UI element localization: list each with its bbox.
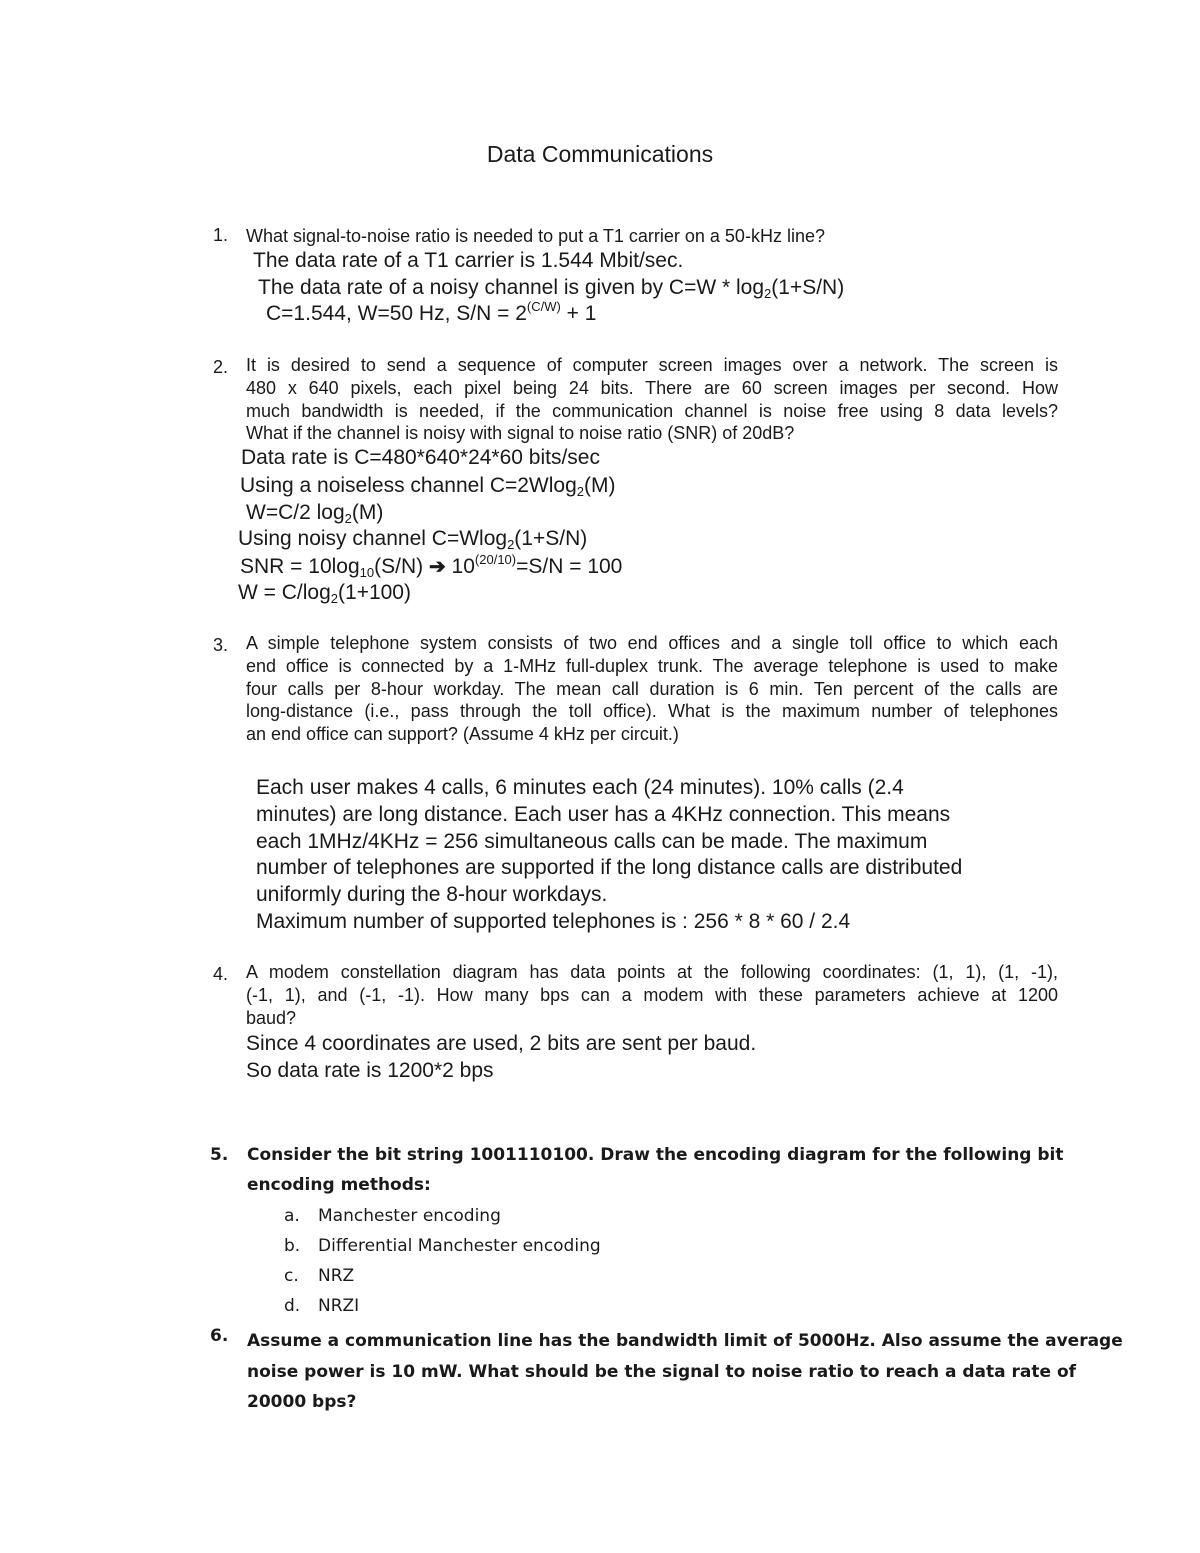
answer-line: $W = C/\log_2(1+100)$: [238, 581, 411, 606]
question-number: 5.: [210, 1145, 229, 1165]
answer-line: The data rate of a noisy channel is given by $C=W * \log_2(1+S/N)$: [258, 276, 845, 301]
question-number: 6.: [210, 1326, 229, 1346]
question-text: A simple telephone system consists of two end offices and a single toll office to which each end office is connected by a 1-MHz full-duplex trunk. The average telephone is used to make four calls per 8-hour workday. The mean call duration is 6 min. Ten percent of the calls are long-distance (i.e., pass through the toll office). What is the maximum number of telephones an end office can support? (Assume 4 kHz per circuit.): [246, 633, 1058, 745]
list-item: Manchester encoding: [318, 1206, 501, 1226]
list-item: NRZI: [318, 1296, 360, 1316]
question-number: 1.: [213, 225, 229, 245]
question-text: Assume a communication line has the bandwidth limit of 5000Hz. Also assume the average noise power is 10 mW. What should be the signal to noise ratio to reach a data rate of 20000 bps?: [247, 1331, 1123, 1412]
list-item-label: c.: [284, 1266, 299, 1286]
question-text: Consider the bit string 1001110100. Draw the encoding diagram for the following bit: [247, 1145, 1064, 1165]
question-text: It is desired to send a sequence of computer screen images over a network. The screen is 480 x 640 pixels, each pixel being 24 bits. There are 60 screen images per second. How much bandwidth is needed, if the communication channel is noise free using 8 data levels? What if the channel is noisy with signal to noise ratio (SNR) of 20dB?: [246, 355, 1058, 444]
answer-line: C=1.544, W=50 Hz, $S/N = 2^{(C/W)} + 1$: [266, 299, 597, 325]
question-text: encoding methods:: [247, 1175, 431, 1195]
answer-line: SNR = $10\log_{10}(S/N)$ ➔ $10^{(20/10)}=S/N = 100$: [240, 552, 623, 580]
answer-line: The data rate of a T1 carrier is 1.544 Mbit/sec.: [253, 249, 684, 272]
list-item: NRZ: [318, 1266, 355, 1286]
list-item-label: a.: [284, 1206, 300, 1226]
answer-line: Since 4 coordinates are used, 2 bits are sent per baud.: [246, 1032, 757, 1055]
page-title: Data Communications: [486, 141, 714, 167]
answer-line: Using noisy channel C=Wlog$_2$(1+S/N): [238, 527, 588, 552]
right-arrow-icon: ➔: [428, 556, 446, 578]
answer-line: So data rate is 1200*2 bps: [246, 1059, 494, 1082]
question-number: 3.: [213, 635, 229, 655]
list-item-label: d.: [284, 1296, 301, 1316]
answer-line: Data rate is C=480*640*24*60 bits/sec: [241, 446, 600, 469]
list-item: Differential Manchester encoding: [318, 1236, 601, 1256]
question-number: 2.: [213, 357, 229, 377]
answer-line: W=C/2 $\log_2(M)$: [246, 501, 384, 526]
list-item-label: b.: [284, 1236, 301, 1256]
question-number: 4.: [213, 964, 229, 984]
answer-line: Using a noiseless channel C=2Wlog$_2$(M): [240, 474, 616, 499]
question-text: A modem constellation diagram has data points at the following coordinates: (1, 1), (1, -1), (-1, 1), and (-1, -1). How many bps can a modem with these parameters achieve at 1200 baud?: [246, 962, 1058, 1028]
answer-paragraph: Each user makes 4 calls, 6 minutes each (24 minutes). 10% calls (2.4 minutes) are long distance. Each user has a 4KHz connection. This means each 1MHz/4KHz = 256 simultaneous calls can be made. The maximum number of telephones are supported if the long distance calls are distributed uniformly during the 8-hour workdays. Maximum number of supported telephones is : 256 * 8 * 60 / 2.4: [256, 776, 963, 933]
question-text: What signal-to-noise ratio is needed to put a T1 carrier on a 50-kHz line?: [246, 226, 825, 246]
